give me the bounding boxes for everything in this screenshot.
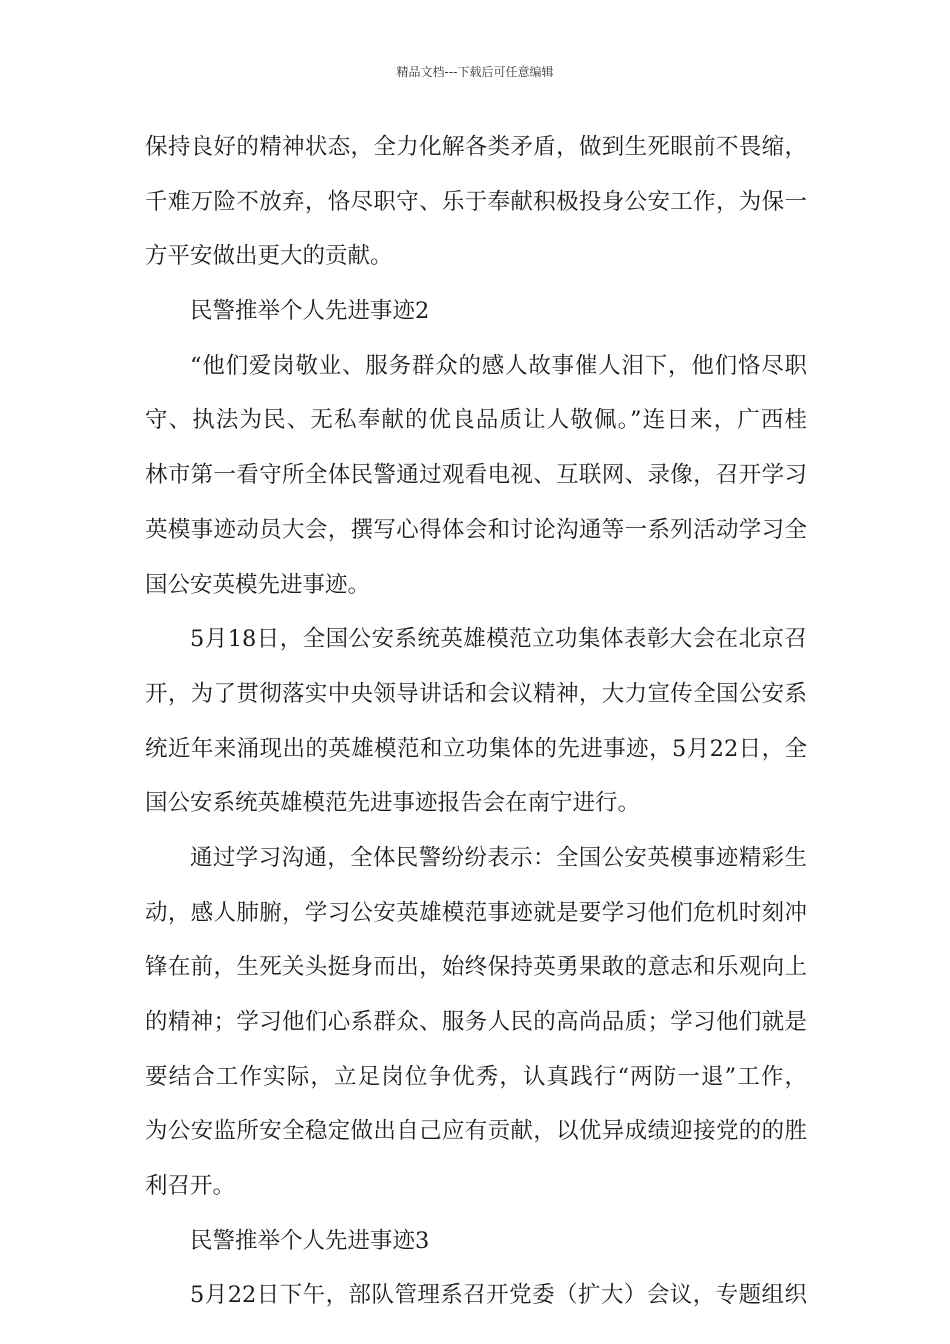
section-heading: 民警推举个人先进事迹3	[190, 1227, 430, 1254]
paragraph-line: 为公安监所安全稳定做出自己应有贡献，以优异成绩迎接党的的胜	[145, 1118, 807, 1145]
document-body	[145, 120, 807, 1323]
paragraph-line: 国公安英模先进事迹。	[145, 571, 371, 598]
paragraph-line: 千难万险不放弃，恪尽职守、乐于奉献积极投身公安工作，为保一	[145, 188, 807, 215]
paragraph-line: 动，感人肺腑，学习公安英雄模范事迹就是要学习他们危机时刻冲	[145, 899, 807, 926]
paragraph-line: 要结合工作实际，立足岗位争优秀，认真践行“两防一退”工作，	[145, 1063, 807, 1090]
paragraph-line: 锋在前，生死关头挺身而出，始终保持英勇果敢的意志和乐观向上	[145, 954, 807, 981]
paragraph-line: 林市第一看守所全体民警通过观看电视、互联网、录像，召开学习	[145, 462, 807, 489]
paragraph-line: 国公安系统英雄模范先进事迹报告会在南宁进行。	[145, 790, 641, 817]
page-header: 精品文档---下载后可任意编辑	[396, 65, 554, 79]
paragraph-line: 开，为了贯彻落实中央领导讲话和会议精神，大力宣传全国公安系	[145, 680, 807, 707]
paragraph-line: 5月22日下午，部队管理系召开党委（扩大）会议，专题组织	[190, 1282, 807, 1309]
paragraph-line: “他们爱岗敬业、服务群众的感人故事催人泪下，他们恪尽职	[190, 352, 807, 379]
section-heading: 民警推举个人先进事迹2	[190, 298, 430, 325]
paragraph-line: 保持良好的精神状态，全力化解各类矛盾，做到生死眼前不畏缩，	[145, 134, 807, 160]
paragraph-line: 方平安做出更大的贡献。	[145, 243, 393, 270]
paragraph-line: 守、执法为民、无私奉献的优良品质让人敬佩。”连日来，广西桂	[145, 407, 807, 434]
paragraph-line: 通过学习沟通，全体民警纷纷表示：全国公安英模事迹精彩生	[190, 844, 807, 871]
paragraph-line: 利召开。	[145, 1173, 236, 1200]
paragraph-line: 5月18日，全国公安系统英雄模范立功集体表彰大会在北京召	[190, 626, 807, 653]
paragraph-line: 的精神；学习他们心系群众、服务人民的高尚品质；学习他们就是	[145, 1009, 807, 1035]
paragraph-line: 英模事迹动员大会，撰写心得体会和讨论沟通等一系列活动学习全	[145, 516, 807, 543]
paragraph-line: 统近年来涌现出的英雄模范和立功集体的先进事迹，5月22日，全	[145, 735, 807, 762]
